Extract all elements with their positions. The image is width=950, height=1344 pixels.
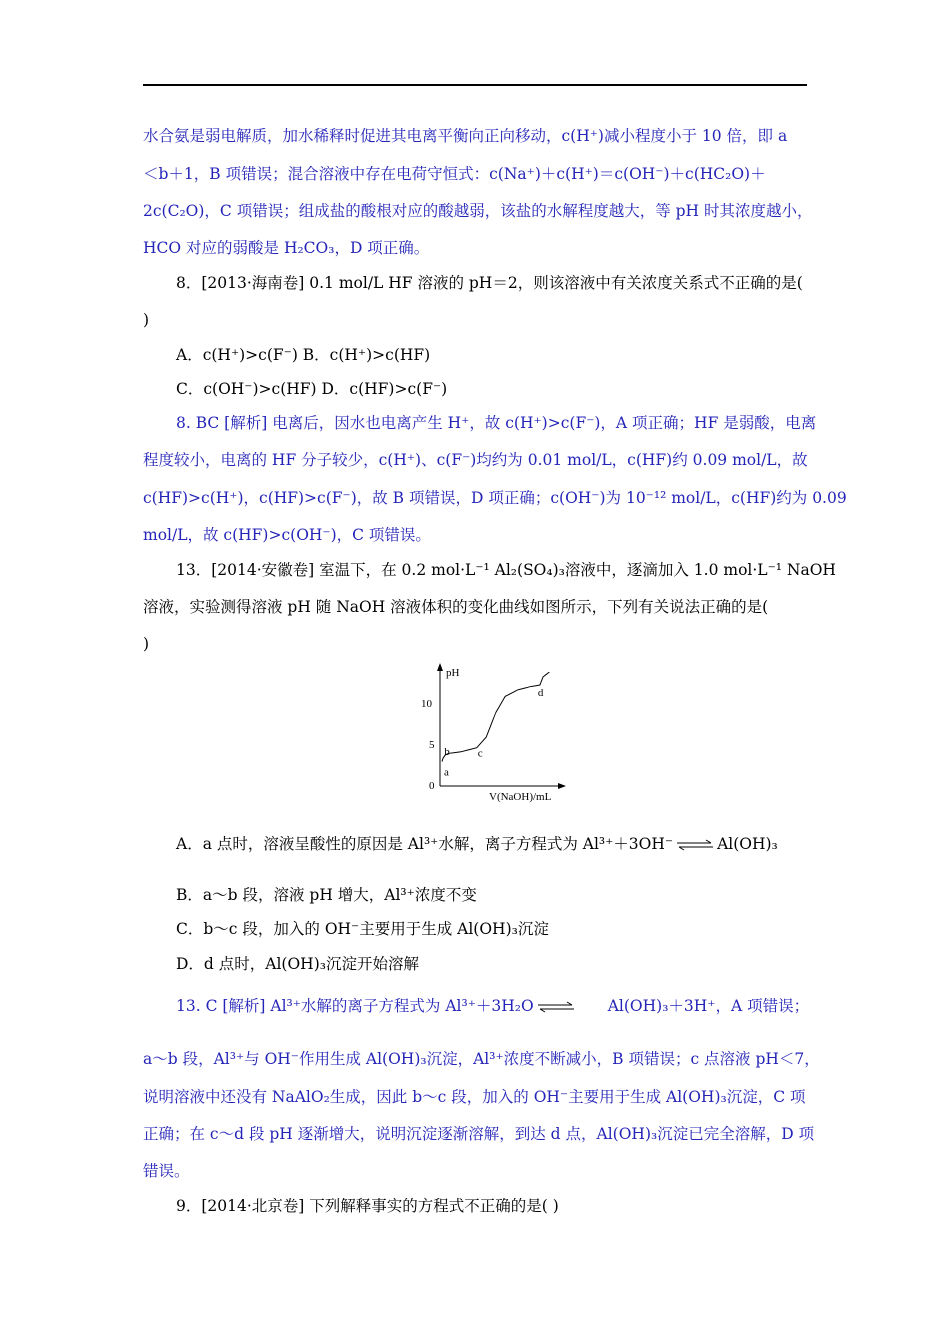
equilibrium-arrow-icon <box>675 837 715 853</box>
text-line: HCO 对应的弱酸是 H₂CO₃，D 项正确。 <box>143 239 430 257</box>
answer-13-line: 说明溶液中还没有 NaAlO₂生成，因此 b～c 段，加入的 OH⁻主要用于生成 Al(OH)₃沉淀，C 项 <box>143 1088 806 1106</box>
question-8-options-ab: A．c(H⁺)>c(F⁻) B．c(H⁺)>c(HF) <box>176 346 431 364</box>
answer-8-line: 8. BC [解析] 电离后，因水也电离产生 H⁺，故 c(H⁺)>c(F⁻)，A 项正确；HF 是弱酸，电离 <box>176 414 817 432</box>
option-a-product: Al(OH)₃ <box>717 835 778 853</box>
text-line: 2c(C₂O)，C 项错误；组成盐的酸根对应的酸越弱，该盐的水解程度越大，等 pH 时其浓度越小， <box>143 202 813 220</box>
x-axis-arrow <box>558 783 566 789</box>
ph-curve <box>442 672 549 762</box>
question-8: 8．[2013·海南卷] 0.1 mol/L HF 溶液的 pH＝2，则该溶液中有关浓度关系式不正确的是( <box>176 274 803 292</box>
point-label-a: a <box>444 766 449 779</box>
question-13: 13．[2014·安徽卷] 室温下，在 0.2 mol·L⁻¹ Al₂(SO₄)₃溶液中，逐滴加入 1.0 mol·L⁻¹ NaOH <box>176 561 836 579</box>
y-axis-label: pH <box>446 667 460 679</box>
axes <box>440 666 563 786</box>
question-8-paren: ) <box>143 311 150 329</box>
answer-13-product: Al(OH)₃＋3H⁺，A 项错误； <box>607 997 810 1015</box>
y-axis-arrow <box>437 663 443 671</box>
point-label-c: c <box>477 747 483 760</box>
question-13-paren: ) <box>143 635 150 653</box>
answer-8-line: 程度较小，电离的 HF 分子较少，c(H⁺)、c(F⁻)均约为 0.01 mol/L，c(HF)约 0.09 mol/L，故 <box>143 451 808 469</box>
y-tick-label: 0 <box>429 780 435 792</box>
question-8-options-cd: C．c(OH⁻)>c(HF) D．c(HF)>c(F⁻) <box>176 380 448 398</box>
option-a <box>176 834 778 854</box>
answer-13-line1 <box>176 996 809 1016</box>
question-13-line2: 溶液，实验测得溶液 pH 随 NaOH 溶液体积的变化曲线如图所示，下列有关说法正确的是( <box>143 598 769 616</box>
x-axis-label: V(NaOH)/mL <box>489 791 552 803</box>
answer-13-line: 正确；在 c～d 段 pH 逐渐增大，说明沉淀逐渐溶解，到达 d 点，Al(OH)₃沉淀已完全溶解，D 项 <box>143 1125 815 1143</box>
answer-8-line: mol/L，故 c(HF)>c(OH⁻)，C 项错误。 <box>143 526 431 544</box>
answer-13-line: a～b 段，Al³⁺与 OH⁻作用生成 Al(OH)₃沉淀，Al³⁺浓度不断减小，B 项错误；c 点溶液 pH＜7， <box>143 1050 820 1068</box>
text-line: ＜b＋1，B 项错误；混合溶液中存在电荷守恒式：c(Na⁺)＋c(H⁺)＝c(OH⁻)＋c(HC₂O)＋ <box>143 165 766 183</box>
option-d: D．d 点时，Al(OH)₃沉淀开始溶解 <box>176 955 419 973</box>
answer-13-text: 13. C [解析] Al³⁺水解的离子方程式为 Al³⁺＋3H₂O <box>176 997 534 1015</box>
text-line: 水合氨是弱电解质，加水稀释时促进其电离平衡向正向移动，c(H⁺)减小程度小于 10 倍，即 a <box>143 127 788 145</box>
equilibrium-arrow-icon <box>536 999 576 1015</box>
option-c: C．b～c 段，加入的 OH⁻主要用于生成 Al(OH)₃沉淀 <box>176 920 549 938</box>
point-label-b: b <box>444 745 450 758</box>
answer-8-line: c(HF)>c(H⁺)，c(HF)>c(F⁻)，故 B 项错误，D 项正确；c(OH⁻)为 10⁻¹² mol/L，c(HF)约为 0.09 <box>143 489 847 507</box>
y-tick-label: 5 <box>429 739 435 751</box>
option-b: B．a～b 段，溶液 pH 增大，Al³⁺浓度不变 <box>176 886 477 904</box>
point-label-d: d <box>537 687 544 700</box>
answer-13-line: 错误。 <box>143 1162 190 1180</box>
y-tick-label: 10 <box>421 698 432 710</box>
option-a-text: A．a 点时，溶液呈酸性的原因是 Al³⁺水解，离子方程式为 Al³⁺＋3OH⁻ <box>176 835 674 853</box>
question-9: 9．[2014·北京卷] 下列解释事实的方程式不正确的是( ) <box>176 1197 559 1215</box>
ph-titration-chart <box>405 658 575 808</box>
header-rule <box>143 84 807 86</box>
